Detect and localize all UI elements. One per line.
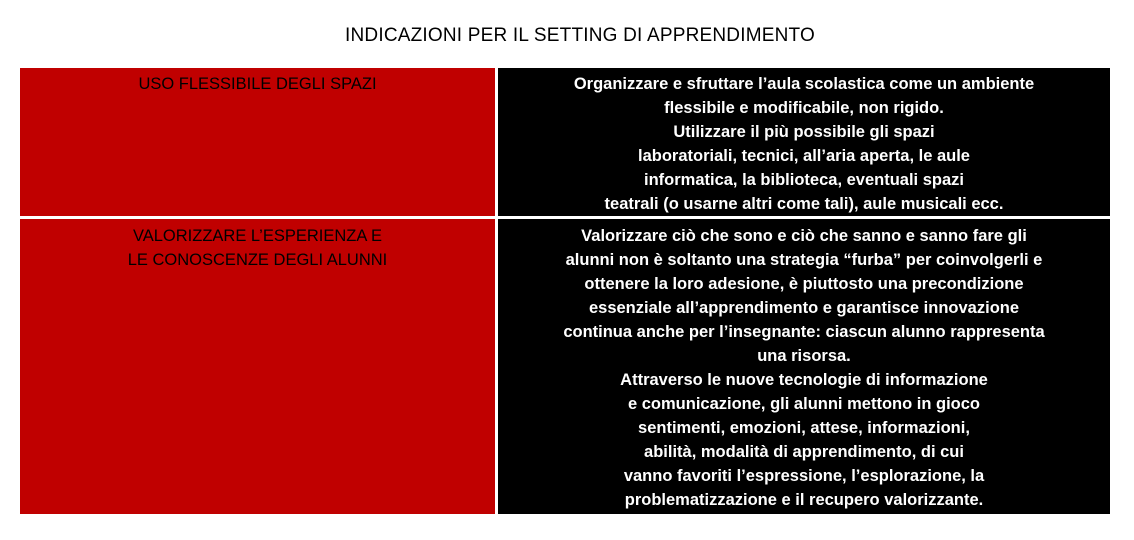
page-title: INDICAZIONI PER IL SETTING DI APPRENDIMENTO [345, 25, 815, 46]
row-1-heading: USO FLESSIBILE DEGLI SPAZI [20, 68, 495, 216]
setting-table [20, 68, 1110, 514]
row-2-description: Valorizzare ciò che sono e ciò che sanno e sanno fare gli alunni non è soltanto una strategia “furba” per coinvolgerli e ottenere la loro adesione, è piuttosto una precondizione essenziale all’apprendimento e garantisce innovazione continua anche per l’insegnante: ciascun alunno rappresenta una risorsa. Attraverso le nuove tecnologie di informazione e comunicazione, gli alunni mettono in gioco sentimenti, emozioni, attese, informazioni, abilità, modalità di apprendimento, di cui vanno favoriti l’espressione, l’esplorazione, la problematizzazione e il recupero valorizzante. [498, 219, 1110, 514]
row-2-heading: VALORIZZARE L’ESPERIENZA E LE CONOSCENZE DEGLI ALUNNI [20, 219, 495, 514]
row-1-description: Organizzare e sfruttare l’aula scolastica come un ambiente flessibile e modificabile, non rigido. Utilizzare il più possibile gli spazi laboratoriali, tecnici, all’aria aperta, le aule informatica, la biblioteca, eventuali spazi teatrali (o usarne altri come tali), aule musicali ecc. [498, 68, 1110, 216]
